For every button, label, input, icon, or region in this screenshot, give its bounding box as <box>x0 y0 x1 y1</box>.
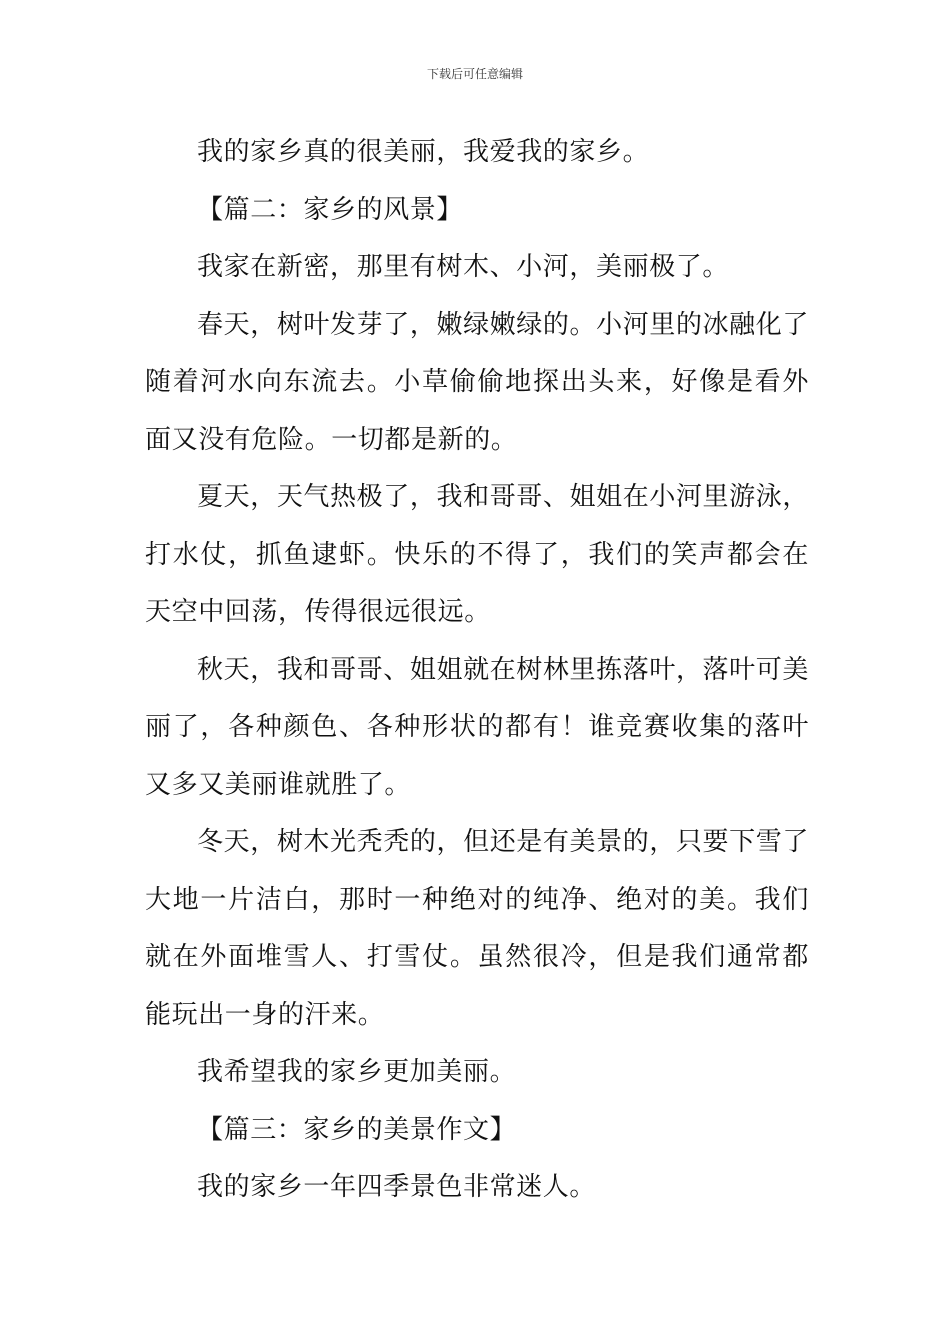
paragraph: 我希望我的家乡更加美丽。 <box>197 1057 517 1087</box>
paragraph: 夏天，天气热极了，我和哥哥、姐姐在小河里游泳，打水仗，抓鱼逮虾。快乐的不得了，我们的笑声都会在天空中回荡，传得很远很远。 <box>145 482 809 627</box>
section-heading: 【篇二：家乡的风景】 <box>197 194 464 225</box>
paragraph: 秋天，我和哥哥、姐姐就在树林里拣落叶，落叶可美丽了，各种颜色、各种形状的都有！谁竞赛收集的落叶又多又美丽谁就胜了。 <box>145 654 809 800</box>
document-body <box>145 124 809 1217</box>
paragraph: 我的家乡一年四季景色非常迷人。 <box>197 1172 597 1202</box>
page-header: 下载后可任意编辑 <box>426 67 523 81</box>
paragraph: 我的家乡真的很美丽，我爱我的家乡。 <box>197 137 650 167</box>
section-heading: 【篇三：家乡的美景作文】 <box>197 1114 517 1145</box>
paragraph: 春天，树叶发芽了，嫩绿嫩绿的。小河里的冰融化了随着河水向东流去。小草偷偷地探出头来，好像是看外面又没有危险。一切都是新的。 <box>145 309 809 455</box>
paragraph: 冬天，树木光秃秃的，但还是有美景的，只要下雪了大地一片洁白，那时一种绝对的纯净、绝对的美。我们就在外面堆雪人、打雪仗。虽然很冷，但是我们通常都能玩出一身的汗来。 <box>145 827 809 1030</box>
paragraph: 我家在新密，那里有树木、小河，美丽极了。 <box>197 252 730 282</box>
